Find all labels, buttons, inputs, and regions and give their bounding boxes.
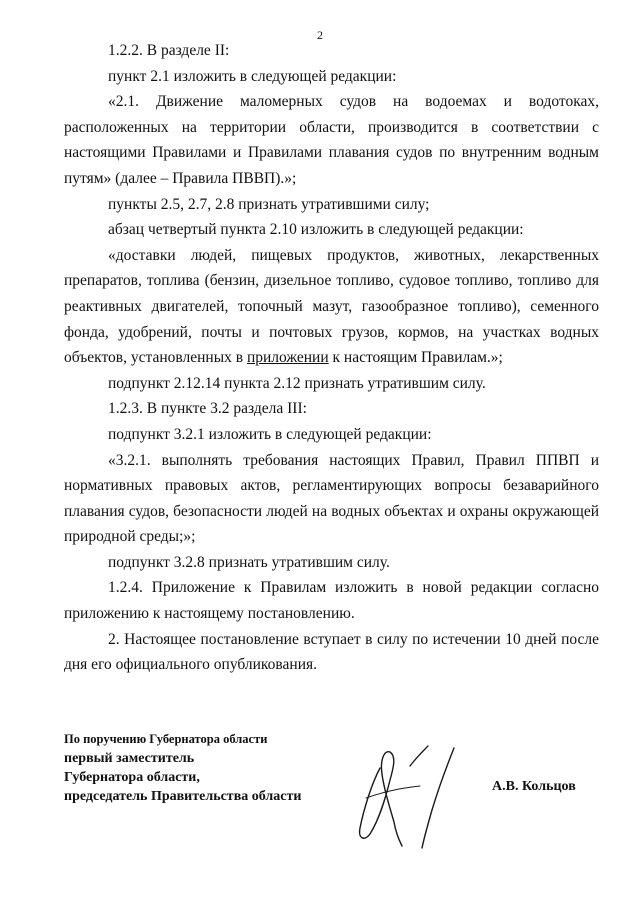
paragraph: подпункт 3.2.1 изложить в следующей редакции: (108, 425, 432, 443)
signatory-position-line: Губернатора области, (64, 770, 200, 785)
paragraph: абзац четвертый пункта 2.10 изложить в следующей редакции: (108, 221, 524, 239)
paragraph: 2. Настоящее постановление вступает в силу по истечении 10 дней после дня его официального опубликования. (64, 630, 599, 674)
handwritten-signature (350, 738, 470, 850)
paragraph: подпункт 3.2.8 признать утратившим силу. (108, 553, 390, 571)
page-number: 2 (317, 28, 323, 42)
signatory-name: А.В. Кольцов (492, 779, 576, 794)
appendix-link[interactable]: приложении (246, 349, 329, 367)
document-body (64, 38, 599, 678)
paragraph-text: к настоящим Правилам.»; (328, 349, 503, 367)
paragraph: 1.2.3. В пункте 3.2 раздела III: (108, 400, 307, 418)
paragraph: 1.2.2. В разделе II: (108, 42, 230, 59)
signatory-position-line: первый заместитель (64, 751, 195, 766)
paragraph: пункты 2.5, 2.7, 2.8 признать утратившими силу; (108, 195, 430, 213)
paragraph: «2.1. Движение маломерных судов на водоемах и водотоках, расположенных на территории области, производится в соответствии с настоящими Правилами и Правилами плавания судов по внутренним водным путям» (далее – Правила ПВВП).»; (64, 93, 599, 187)
signatory-position (64, 749, 301, 806)
paragraph: «3.2.1. выполнять требования настоящих Правил, Правил ППВП и нормативных правовых актов, регламентирующих вопросы безаварийного плавания судов, безопасности людей на водных объектах и охраны окружающей природной среды;»; (64, 451, 599, 546)
paragraph: пункт 2.1 изложить в следующей редакции: (108, 67, 397, 85)
paragraph: 1.2.4. Приложение к Правилам изложить в новой редакции согласно приложению к настоящему постановлению. (64, 579, 599, 623)
paragraph: подпункт 2.12.14 пункта 2.12 признать утратившим силу. (108, 374, 486, 392)
paragraph (64, 243, 599, 371)
signatory-position-line: председатель Правительства области (64, 789, 302, 804)
paragraph-text: «доставки людей, пищевых продуктов, животных, лекарственных препаратов, топлива (бензин, дизельное топливо, судовое топливо, топливо для реактивных двигателей, топочный мазут, газообразное топливо), семенного фонда, удобрений, почты и почтовых грузов, кормов, на участках водных объектов, установленных в (64, 246, 599, 367)
signature-line-authority: По поручению Губернатора области (64, 732, 268, 746)
